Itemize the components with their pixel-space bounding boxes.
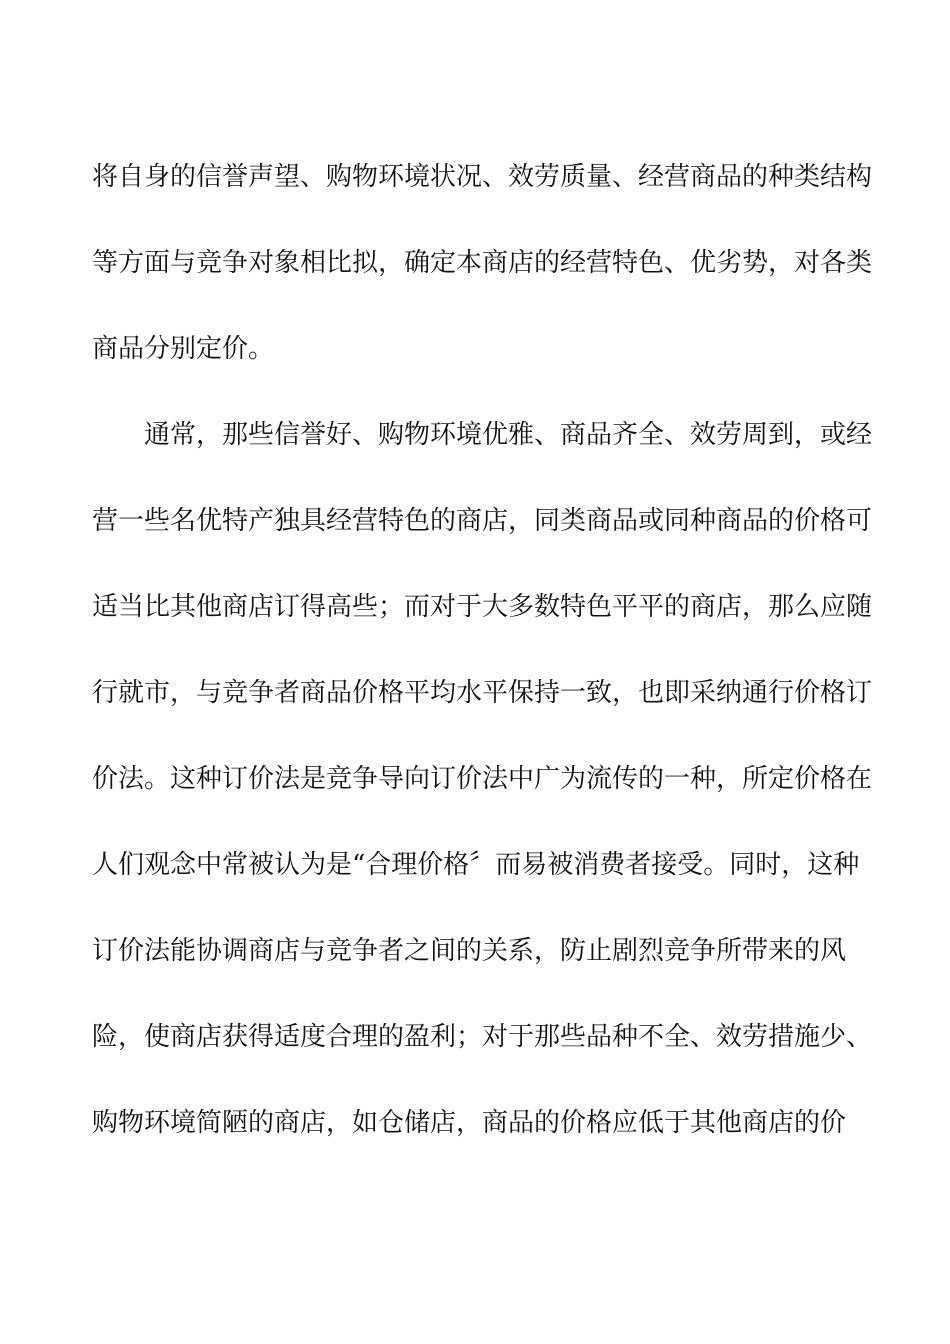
text-line: 等方面与竞争对象相比拟，确定本商店的经营特色、优劣势，对各类 bbox=[92, 248, 873, 278]
text-line: 订价法能协调商店与竞争者之间的关系，防止剧烈竞争所带来的风 bbox=[92, 936, 847, 966]
text-line: 价法。这种订价法是竞争导向订价法中广为流传的一种，所定价格在 bbox=[92, 764, 873, 794]
text-line: 行就市，与竞争者商品价格平均水平保持一致，也即采纳通行价格订 bbox=[92, 678, 873, 708]
paragraph-2 bbox=[92, 408, 873, 1182]
text-line: 人们观念中常被认为是“合理价格〞而易被消费者接受。同时，这种 bbox=[92, 850, 860, 880]
body-text bbox=[92, 150, 873, 1182]
text-line: 购物环境简陋的商店，如仓储店，商品的价格应低于其他商店的价 bbox=[92, 1108, 847, 1138]
text-line: 适当比其他商店订得高些；而对于大多数特色平平的商店，那么应随 bbox=[92, 592, 873, 622]
paragraph-1 bbox=[92, 150, 873, 408]
text-line: 营一些名优特产独具经营特色的商店，同类商品或同种商品的价格可 bbox=[92, 506, 873, 536]
text-line: 商品分别定价。 bbox=[92, 334, 275, 364]
text-line: 通常，那些信誉好、购物环境优雅、商品齐全、效劳周到，或经 bbox=[144, 420, 873, 450]
text-line: 将自身的信誉声望、购物环境状况、效劳质量、经营商品的种类结构 bbox=[92, 162, 873, 192]
text-line: 险，使商店获得适度合理的盈利；对于那些品种不全、效劳措施少、 bbox=[92, 1022, 873, 1052]
